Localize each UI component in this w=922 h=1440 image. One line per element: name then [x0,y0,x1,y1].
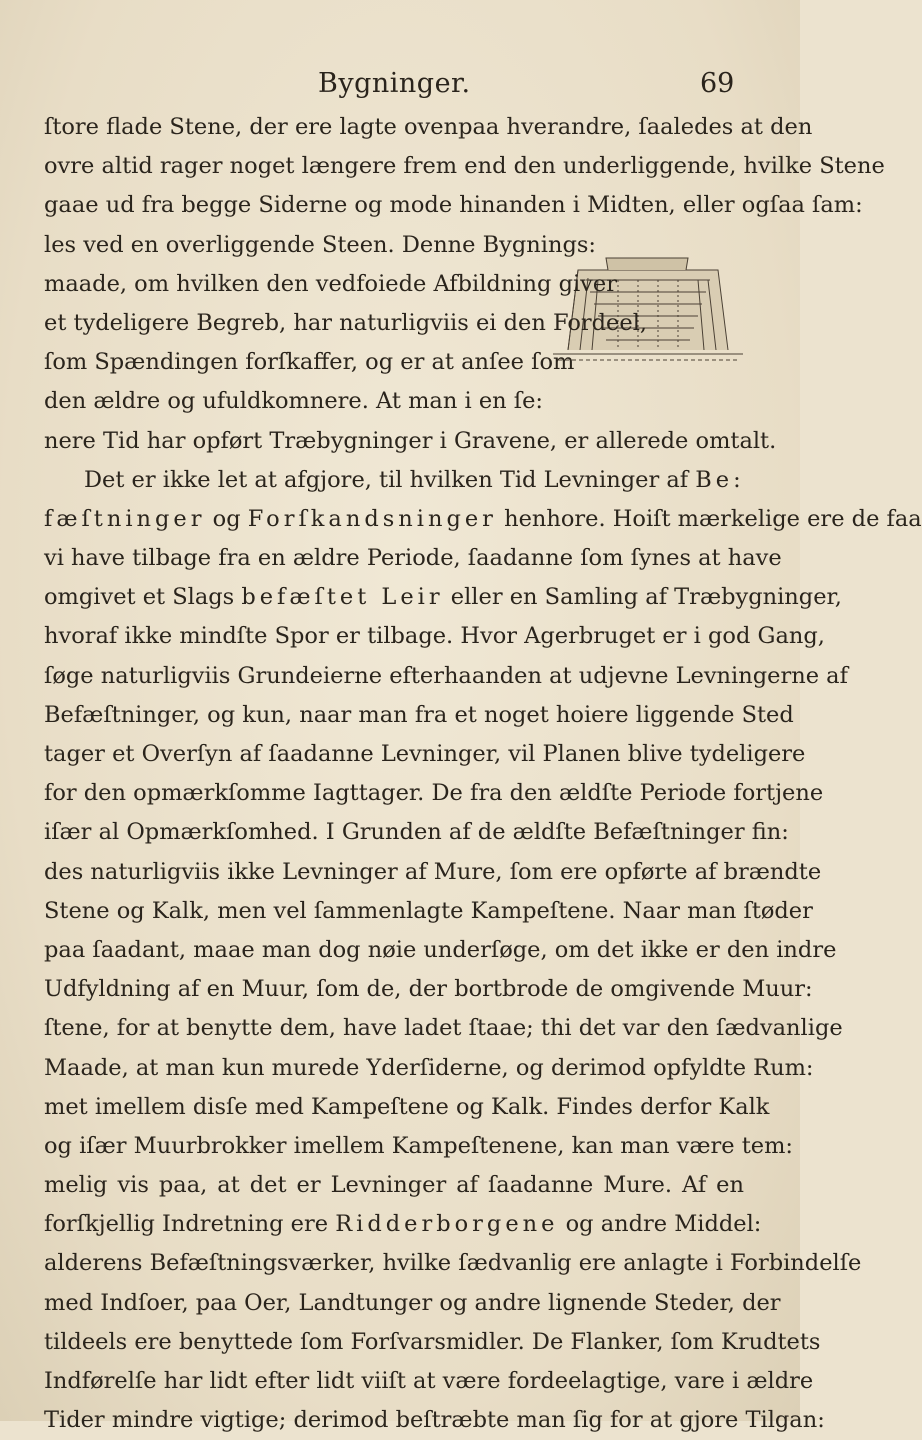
emphasized-term: Forſkandsninger [247,505,497,532]
text-line [44,1205,762,1244]
running-title: Bygninger. [318,68,471,99]
text-run: omgivet et Slags [44,584,242,611]
text-line: ſtore flade Stene, der ere lagte ovenpaa hverandre, ſaaledes at den [44,114,813,140]
emphasized-term: befæſtet Leir [241,584,444,611]
text-line: ſom Spændingen forſkaffer, og er at anſee ſom [44,349,575,376]
text-line: alderens Befæſtningsværker, hvilke ſædvanlig ere anlagte i Forbindelſe [44,1250,862,1277]
text-line: ovre altid rager noget længere frem end den underliggende, hvilke Stene [44,153,885,180]
text-line: den ældre og ufuldkomnere. At man i en ſe: [44,388,544,415]
text-line: les ved en overliggende Steen. Denne Bygnings: [44,231,596,258]
text-line: gaae ud fra begge Siderne og mode hinanden i Midten, eller ogſaa ſam: [44,192,863,219]
text-line: Stene og Kalk, men vel ſammenlagte Kampeſtene. Naar man ſtøder [44,897,813,924]
text-line: melig vis paa, at det er Levninger af ſaadanne Mure. Af en [44,1172,744,1199]
text-line: Maade, at man kun murede Yderſiderne, og derimod opfyldte Rum: [44,1054,814,1081]
text-line: vi have tilbage fra en ældre Periode, ſaadanne ſom ſynes at have [44,545,782,572]
text-line: for den opmærkſomme Iagttager. De fra den ældſte Periode fortjene [44,780,824,807]
text-line: ſøge naturligviis Grundeierne efterhaanden at udjevne Levningerne af [44,662,848,689]
text-run: henhore. Hoiſt mærkelige ere de faa [496,505,922,532]
page-header [0,62,800,102]
text-line: met imellem disſe med Kampeſtene og Kalk. Findes derfor Kalk [44,1093,770,1120]
emphasized-term: fæſtninger [44,505,206,532]
emphasized-term: Ridderborgene [335,1211,559,1238]
text-line: med Indſoer, paa Oer, Landtunger og andre lignende Steder, der [44,1289,781,1316]
text-line: et tydeligere Begreb, har naturligviis ei den Fordeel, [44,309,648,336]
text-line: ſtene, for at benytte dem, have ladet ſtaae; thi det var den ſædvanlige [44,1015,843,1042]
text-line: og iſær Muurbrokker imellem Kampeſtenene, kan man være tem: [44,1132,794,1159]
text-line: Indførelſe har lidt efter lidt viiſt at være fordeelagtige, vare i ældre [44,1368,814,1394]
text-run: Det er ikke let at afgjore, til hvilken Tid Levninger af [84,466,696,493]
text-line [44,500,922,539]
page-number: 69 [700,68,735,99]
text-line: maade, om hvilken den vedfoiede Afbildning giver [44,270,617,297]
text-run: og andre Middel: [558,1211,762,1238]
body-text [44,108,922,1440]
text-line: hvoraf ikke mindſte Spor er tilbage. Hvor Agerbruget er i god Gang, [44,623,825,650]
text-line [44,461,744,500]
text-line: Tider mindre vigtige; derimod beſtræbte man ſig for at gjore Tilgan: [44,1407,825,1434]
text-line: iſær al Opmærkſomhed. I Grunden af de ældſte Befæſtninger fin: [44,819,789,846]
text-line: tildeels ere benyttede ſom Forſvarsmidler. De Flanker, ſom Krudtets [44,1328,821,1355]
text-line: Befæſtninger, og kun, naar man fra et noget hoiere liggende Sted [44,701,794,728]
emphasized-term: Be: [695,466,745,493]
text-run: og [205,505,248,532]
text-line [44,578,842,617]
text-line: des naturligviis ikke Levninger af Mure, ſom ere opførte af brændte [44,858,822,885]
text-line: nere Tid har opført Træbygninger i Gravene, er allerede omtalt. [44,427,777,454]
text-line: tager et Overſyn af ſaadanne Levninger, vil Planen blive tydeligere [44,741,806,767]
text-run: eller en Samling af Træbygninger, [443,584,842,611]
text-line: paa ſaadant, maae man dog nøie underſøge, om det ikke er den indre [44,936,837,963]
text-run: forſkjellig Indretning ere [44,1211,336,1238]
text-line: Udfyldning af en Muur, ſom de, der bortbrode de omgivende Muur: [44,976,813,1003]
